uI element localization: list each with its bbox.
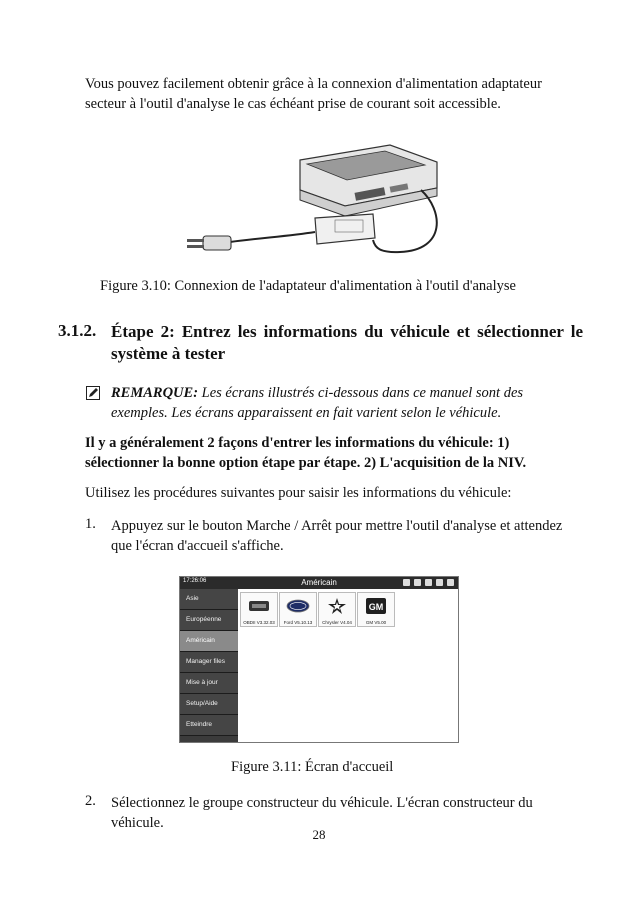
tile-label: Ford V5.10.13: [283, 620, 313, 625]
note-label: REMARQUE:: [111, 385, 199, 401]
sidebar-item-asie[interactable]: Asie: [180, 589, 238, 610]
sidebar-item-mise-a-jour[interactable]: Mise à jour: [180, 673, 238, 694]
tile-label: Chrysler V4.04: [322, 620, 352, 625]
section-number: 3.1.2.: [58, 321, 97, 340]
gm-logo-text: GM: [368, 602, 384, 612]
tile-chrysler[interactable]: [318, 592, 356, 627]
chrysler-logo-icon: [324, 597, 350, 615]
gm-logo-icon: [363, 597, 389, 615]
settings-icon: [436, 579, 443, 586]
screen-sidebar: [180, 589, 238, 742]
sidebar-item-manager-files[interactable]: Manager files: [180, 652, 238, 673]
tile-ford[interactable]: [279, 592, 317, 627]
status-icons: [403, 579, 454, 586]
screen-title: Américain: [301, 578, 337, 587]
page-number: 28: [312, 827, 326, 842]
figure-caption: Figure 3.11: Écran d'accueil: [231, 759, 394, 775]
search-icon: [414, 579, 421, 586]
screen-clock: 17:26:06: [183, 578, 207, 584]
step-number: 2.: [85, 793, 96, 809]
note-body: Les écrans illustrés ci-dessous dans ce manuel sont des exemples. Les écrans apparaissent en fait varient selon le véhicule.: [111, 385, 524, 421]
sidebar-item-europeenne[interactable]: Européenne: [180, 610, 238, 631]
procedure-intro: Utilisez les procédures suivantes pour saisir les informations du véhicule:: [85, 485, 512, 501]
obd-icon: [246, 597, 272, 615]
scan-tool-power-adapter-illustration: [175, 140, 455, 270]
folder-icon: [403, 579, 410, 586]
screen-top-bar: [180, 577, 458, 589]
figure-caption: Figure 3.10: Connexion de l'adaptateur d'alimentation à l'outil d'analyse: [100, 278, 516, 294]
screen-content: [238, 589, 458, 742]
note-text: [111, 383, 581, 423]
sidebar-item-americain[interactable]: Américain: [180, 631, 238, 652]
tile-obdii[interactable]: [240, 592, 278, 627]
intro-paragraph: Vous pouvez facilement obtenir grâce à la connexion d'alimentation adaptateur secteur à l'outil d'analyse le cas échéant prise de courant soit accessible.: [85, 76, 542, 112]
sidebar-item-etteindre[interactable]: Etteindre: [180, 715, 238, 736]
sidebar-item-setup-aide[interactable]: Setup/Aide: [180, 694, 238, 715]
ford-logo-icon: [285, 597, 311, 615]
user-icon: [447, 579, 454, 586]
wifi-icon: [425, 579, 432, 586]
home-screen-screenshot: [179, 576, 459, 743]
tile-gm[interactable]: [357, 592, 395, 627]
note-pencil-icon: [86, 386, 100, 400]
step-text: Appuyez sur le bouton Marche / Arrêt pour mettre l'outil d'analyse et attendez que l'écran d'accueil s'affiche.: [111, 518, 563, 554]
tile-label: GM V5.00: [365, 620, 387, 625]
tile-label: OBDII V3.32.03: [243, 620, 275, 625]
step-number: 1.: [85, 516, 96, 532]
step-text: Sélectionnez le groupe constructeur du véhicule. L'écran constructeur du véhicule.: [111, 795, 533, 831]
methods-paragraph: Il y a généralement 2 façons d'entrer les informations du véhicule: 1) sélectionner la bonne option étape par étape. 2) L'acquisition de la NIV.: [85, 435, 527, 471]
section-title: Étape 2: Entrez les informations du véhicule et sélectionner le système à tester: [111, 322, 583, 363]
